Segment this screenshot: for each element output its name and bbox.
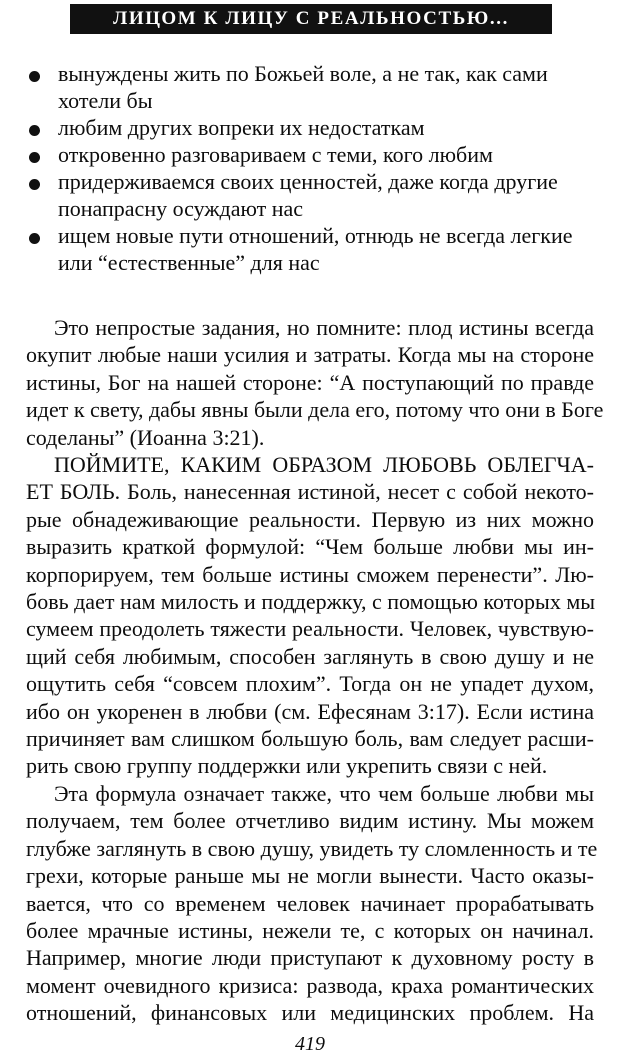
paragraph-2	[26, 451, 594, 780]
list-item-text: любим других вопреки их недостаткам	[58, 115, 425, 140]
text-line: сумеем преодолеть тяжести реальности. Человек, чувствую-	[26, 616, 594, 642]
text-line: рить свою группу поддержки или укрепить связи с ней.	[26, 753, 548, 779]
list-item	[26, 168, 606, 222]
text-line: идет к свету, дабы явны были дела его, потому что они в Боге	[26, 397, 604, 423]
text-line: Например, многие люди приступают к духовному росту в	[26, 945, 594, 971]
list-item	[26, 60, 606, 114]
paragraph-1	[26, 314, 604, 451]
list-item-text: ищем новые пути отношений, отнюдь не всегда легкие или “естественные” для нас	[58, 223, 573, 275]
text-line: более мрачные истины, нежели те, с которых он начинал.	[26, 917, 594, 943]
text-line: ЕТ БОЛЬ. Боль, нанесенная истиной, несет с собой некото-	[26, 479, 594, 505]
text-line: ПОЙМИТЕ, КАКИМ ОБРАЗОМ ЛЮБОВЬ ОБЛЕГЧА-	[54, 452, 594, 477]
text-line: ибо он укоренен в любви (см. Ефесянам 3:17). Если истина	[26, 698, 594, 724]
running-header: ЛИЦОМ К ЛИЦУ С РЕАЛЬНОСТЬЮ...	[70, 4, 552, 34]
text-line: причиняет вам слишком большую боль, вам следует расши-	[26, 725, 594, 751]
text-line: выразить краткой формулой: “Чем больше любви мы ин-	[26, 534, 594, 560]
text-line: вается, что со временем человек начинает прорабатывать	[26, 890, 594, 916]
list-item-text: вынуждены жить по Божьей воле, а не так, как сами хотели бы	[58, 61, 548, 113]
text-line: соделаны” (Иоанна 3:21).	[26, 424, 265, 450]
bullet-icon	[29, 125, 40, 136]
page-number: 419	[295, 1033, 325, 1055]
text-line: отношений, финансовых или медицинских проблем. На	[26, 1000, 594, 1026]
text-line: истины, Бог на нашей стороне: “А поступающий по правде	[26, 369, 594, 395]
text-line: грехи, которые раньше мы не могли вынести. Часто оказы-	[26, 863, 594, 889]
text-line: момент очевидного кризиса: развода, краха романтических	[26, 972, 594, 998]
text-line: бовь дает нам милость и поддержку, с помощью которых мы	[26, 588, 596, 614]
text-line: рые обнадеживающие реальности. Первую из них можно	[26, 506, 594, 532]
list-item	[26, 114, 606, 141]
text-line: щий себя любимым, способен заглянуть в свою душу и не	[26, 643, 594, 669]
bullet-icon	[29, 71, 40, 82]
text-line: окупит любые наши усилия и затраты. Когда мы на стороне	[26, 342, 594, 368]
text-line: глубже заглянуть в свою душу, увидеть ту сломленность и те	[26, 835, 598, 861]
bullet-icon	[29, 233, 40, 244]
text-line: Это непростые задания, но помните: плод истины всегда	[54, 315, 594, 340]
paragraph-3	[26, 780, 598, 1027]
bullet-list	[26, 60, 606, 276]
list-item-text: придерживаемся своих ценностей, даже когда другие понапрасну осуждают нас	[58, 169, 558, 221]
text-line: корпорируем, тем больше истины сможем перенести”. Лю-	[26, 561, 594, 587]
list-item	[26, 222, 606, 276]
text-line: ощутить себя “совсем плохим”. Тогда он не упадет духом,	[26, 671, 594, 697]
list-item-text: откровенно разговариваем с теми, кого любим	[58, 142, 493, 167]
text-line: получаем, тем более отчетливо видим истину. Мы можем	[26, 808, 594, 834]
bullet-icon	[29, 179, 40, 190]
list-item	[26, 141, 606, 168]
text-line: Эта формула означает также, что чем больше любви мы	[54, 781, 594, 806]
bullet-icon	[29, 152, 40, 163]
